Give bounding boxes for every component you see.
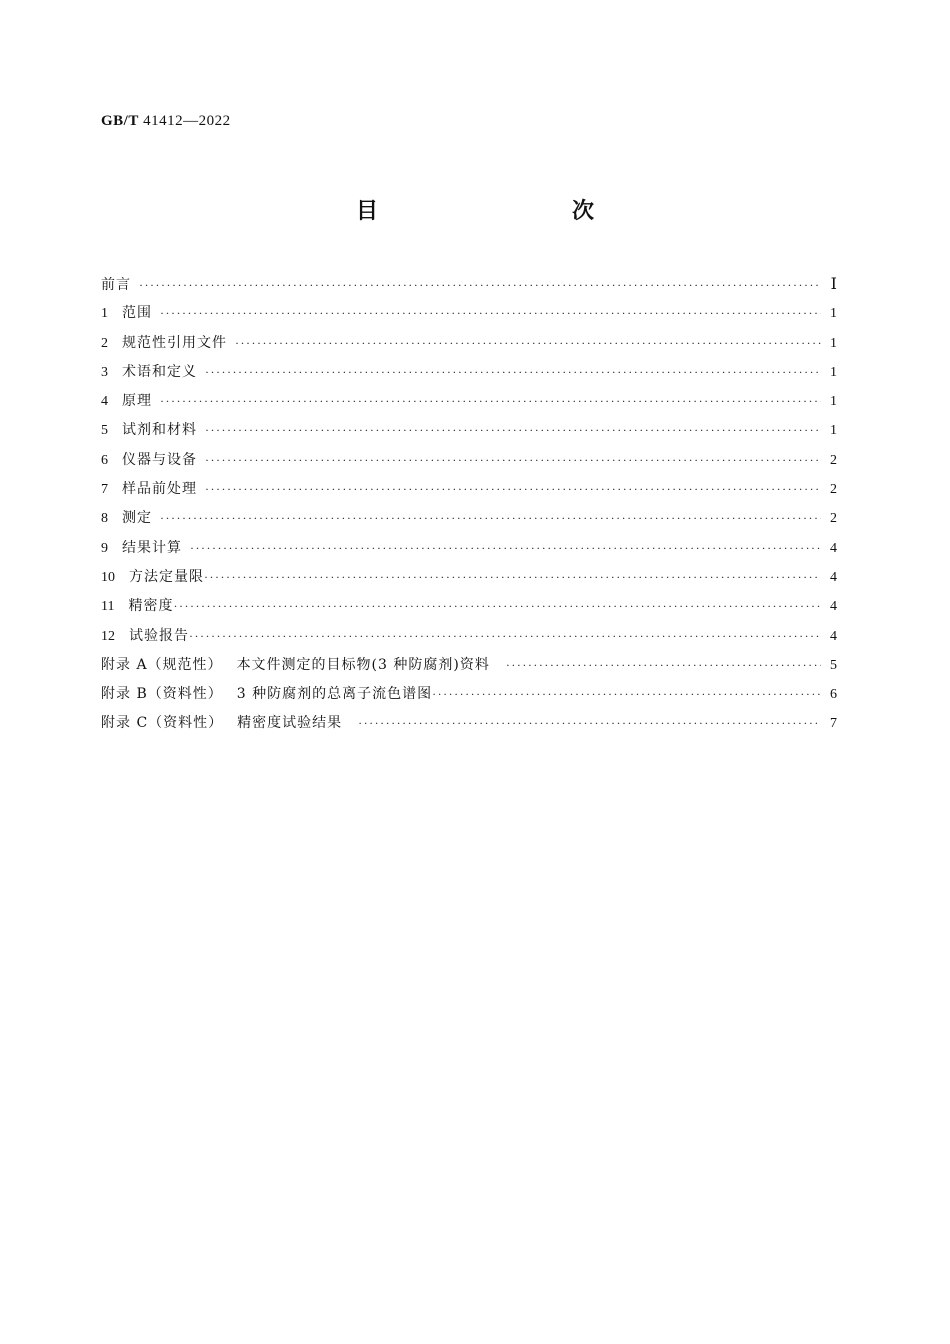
dot-leader: [160, 504, 821, 533]
appendix-tag: 附录 C（资料性）: [101, 715, 224, 732]
toc-entry-number: 7: [101, 482, 108, 498]
dot-leader: [204, 563, 821, 592]
toc-entry-page: 4: [830, 569, 837, 585]
toc-entry-page: 2: [830, 511, 837, 527]
dot-leader: [205, 358, 821, 387]
toc-entry-number: 12: [101, 628, 115, 644]
toc-entry-label: 试剂和材料: [122, 422, 197, 439]
dot-leader: [205, 416, 821, 445]
toc-entry-page: 6: [830, 687, 837, 703]
toc-entry-page: 1: [830, 335, 837, 351]
toc-entry-page: 4: [830, 599, 837, 615]
toc-entry-reagents[interactable]: [101, 416, 837, 445]
toc-entry-appendix-a[interactable]: [101, 651, 837, 680]
toc-entry-scope[interactable]: [101, 299, 837, 328]
dot-leader: [205, 446, 821, 475]
toc-entry-label: 本文件测定的目标物(3 种防腐剂)资料: [236, 656, 490, 673]
dot-leader: [160, 299, 821, 328]
toc-entry-page: 1: [830, 394, 837, 410]
toc-entry-appendix-b[interactable]: [101, 680, 837, 709]
toc-entry-number: 10: [101, 569, 115, 585]
toc-entry-number: 4: [101, 394, 108, 410]
toc-entry-number: 5: [101, 423, 108, 439]
toc-entry-number: 8: [101, 511, 108, 527]
dot-leader: [173, 592, 821, 621]
toc-entry-precision[interactable]: [101, 592, 837, 621]
dot-leader: [189, 622, 821, 651]
dot-leader: [235, 329, 821, 358]
toc-entry-number: 3: [101, 364, 108, 380]
toc-entry-page: 1: [830, 364, 837, 380]
toc-entry-page: 7: [830, 716, 837, 732]
toc-entry-principle[interactable]: [101, 387, 837, 416]
toc-entry-number: 1: [101, 306, 108, 322]
toc-entry-page: 2: [830, 482, 837, 498]
toc-entry-label: 范围: [122, 305, 152, 322]
appendix-tag: 附录 A（规范性）: [101, 656, 223, 673]
toc-entry-label: 仪器与设备: [122, 451, 197, 468]
toc-entry-label: 术语和定义: [122, 363, 197, 380]
toc-entry-calculation[interactable]: [101, 534, 837, 563]
appendix-tag: 附录 B（资料性）: [101, 686, 223, 703]
toc-entry-page: 5: [830, 657, 837, 673]
toc-entry-label: 结果计算: [122, 539, 182, 556]
toc-entry-determination[interactable]: [101, 504, 837, 533]
toc-entry-page: 4: [830, 540, 837, 556]
standard-prefix: GB/T: [101, 113, 139, 129]
toc-entry-label: 规范性引用文件: [122, 334, 227, 351]
toc-entry-label: 精密度: [128, 598, 174, 615]
toc-entry-label: 精密度试验结果: [237, 715, 343, 732]
document-code: [101, 113, 231, 130]
toc-entry-page: 1: [830, 306, 837, 322]
dot-leader: [139, 271, 821, 300]
dot-leader: [190, 534, 821, 563]
toc-entry-number: 2: [101, 335, 108, 351]
dot-leader: [506, 651, 821, 680]
toc-entry-quantitation-limit[interactable]: [101, 563, 837, 592]
toc-entry-number: 9: [101, 540, 108, 556]
toc-entry-normative-references[interactable]: [101, 329, 837, 358]
toc-entry-appendix-c[interactable]: [101, 709, 837, 738]
toc-title: 目 次: [355, 199, 644, 224]
toc-entry-page: 2: [830, 452, 837, 468]
toc-entry-label: 测定: [122, 510, 152, 527]
toc-entry-terms-definitions[interactable]: [101, 358, 837, 387]
toc-entry-page: 1: [830, 423, 837, 439]
toc-entry-test-report[interactable]: [101, 622, 837, 651]
toc-entry-label: 方法定量限: [129, 568, 204, 585]
toc-entry-label: 前言: [101, 277, 131, 293]
toc-entry-page: 4: [830, 628, 837, 644]
dot-leader: [432, 680, 821, 709]
toc-entry-page: Ⅰ: [830, 276, 837, 293]
table-of-contents: [101, 270, 837, 739]
toc-entry-number: 11: [101, 599, 115, 615]
standard-number: 41412—2022: [143, 113, 231, 129]
toc-entry-label: 原理: [122, 393, 152, 410]
toc-entry-foreword[interactable]: [101, 270, 837, 299]
toc-entry-label: 3 种防腐剂的总离子流色谱图: [236, 686, 433, 703]
toc-entry-label: 试验报告: [129, 627, 189, 644]
toc-entry-number: 6: [101, 452, 108, 468]
dot-leader: [205, 475, 821, 504]
dot-leader: [358, 709, 821, 738]
toc-entry-sample-preparation[interactable]: [101, 475, 837, 504]
toc-entry-label: 样品前处理: [122, 481, 197, 498]
dot-leader: [160, 387, 821, 416]
toc-entry-apparatus[interactable]: [101, 446, 837, 475]
